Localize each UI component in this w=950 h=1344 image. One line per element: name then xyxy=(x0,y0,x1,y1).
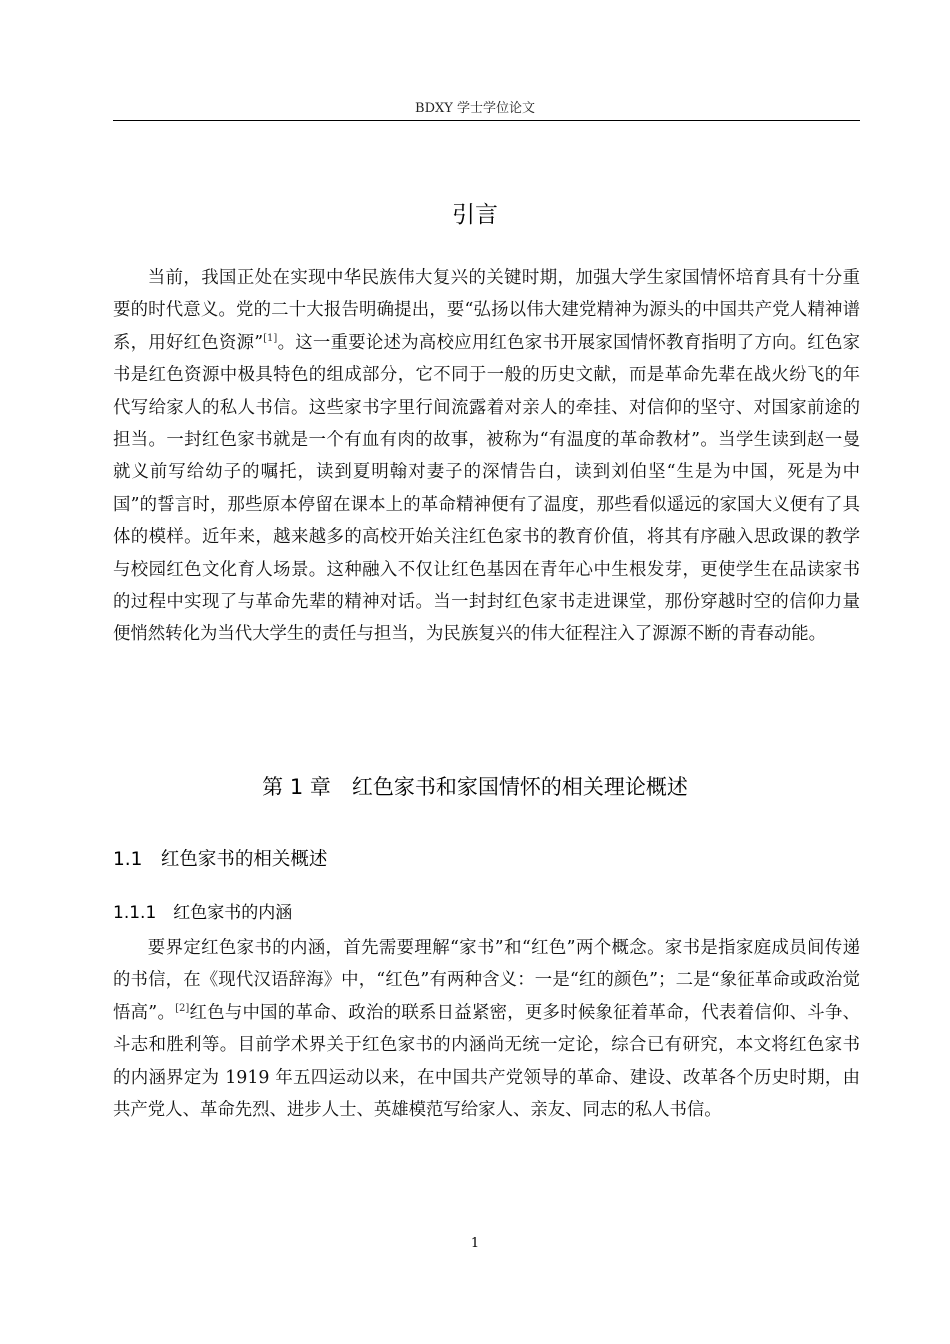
subsection-title: 1.1.1 红色家书的内涵 xyxy=(113,903,293,923)
running-header: BDXY 学士学位论文 xyxy=(415,101,535,116)
header-rule xyxy=(113,120,860,121)
citation-ref-2: [2] xyxy=(175,1002,190,1014)
intro-paragraph xyxy=(113,262,860,651)
intro-title: 引言 xyxy=(452,202,498,228)
definition-paragraph xyxy=(113,932,860,1126)
intro-paragraph-text-a: 当前，我国正处在实现中华民族伟大复兴的关键时期，加强大学生家国情怀培育具有十分重要的时代意义。党的二十大报告明确提出，要“弘扬以伟大建党精神为源头的中国共产党人精神谱系，用好红色资源” xyxy=(113,268,860,353)
intro-paragraph-text-b: 。这一重要论述为高校应用红色家书开展家国情怀教育指明了方向。红色家书是红色资源中极具特色的组成部分，它不同于一般的历史文献，而是革命先辈在战火纷飞的年代写给家人的私人书信。这些家书字里行间流露着对亲人的牵挂、对信仰的坚守、对国家前途的担当。一封红色家书就是一个有血有肉的故事，被称为“有温度的革命教材”。当学生读到赵一曼就义前写给幼子的嘱托，读到夏明翰对妻子的深情告白，读到刘伯坚“生是为中国，死是为中国”的誓言时，那些原本停留在课本上的革命精神便有了温度，那些看似遥远的家国大义便有了具体的模样。近年来，越来越多的高校开始关注红色家书的教育价值，将其有序融入思政课的教学与校园红色文化育人场景。这种融入不仅让红色基因在青年心中生根发芽，更使学生在品读家书的过程中实现了与革命先辈的精神对话。当一封封红色家书走进课堂，那份穿越时空的信仰力量便悄然转化为当代大学生的责任与担当，为民族复兴的伟大征程注入了源源不断的青春动能。 xyxy=(113,332,860,645)
definition-paragraph-text-b: 红色与中国的革命、政治的联系日益紧密，更多时候象征着革命，代表着信仰、斗争、斗志和胜利等。目前学术界关于红色家书的内涵尚无统一定论，综合已有研究，本文将红色家书的内涵界定为 1919 年五四运动以来，在中国共产党领导的革命、建设、改革各个历史时期，由共产党人、革命先烈、进步人士、英雄模范写给家人、亲友、同志的私人书信。 xyxy=(113,1002,860,1121)
chapter-title: 第 1 章 红色家书和家国情怀的相关理论概述 xyxy=(262,775,688,799)
page-number: 1 xyxy=(470,1236,480,1251)
definition-paragraph-text-a: 要界定红色家书的内涵，首先需要理解“家书”和“红色”两个概念。家书是指家庭成员间传递的书信，在《现代汉语辞海》中，“红色”有两种含义：一是“红的颜色”；二是“象征革命或政治觉悟高”。 xyxy=(113,938,860,1023)
section-title: 1.1 红色家书的相关概述 xyxy=(113,849,328,870)
citation-ref-1: [1] xyxy=(263,332,278,344)
